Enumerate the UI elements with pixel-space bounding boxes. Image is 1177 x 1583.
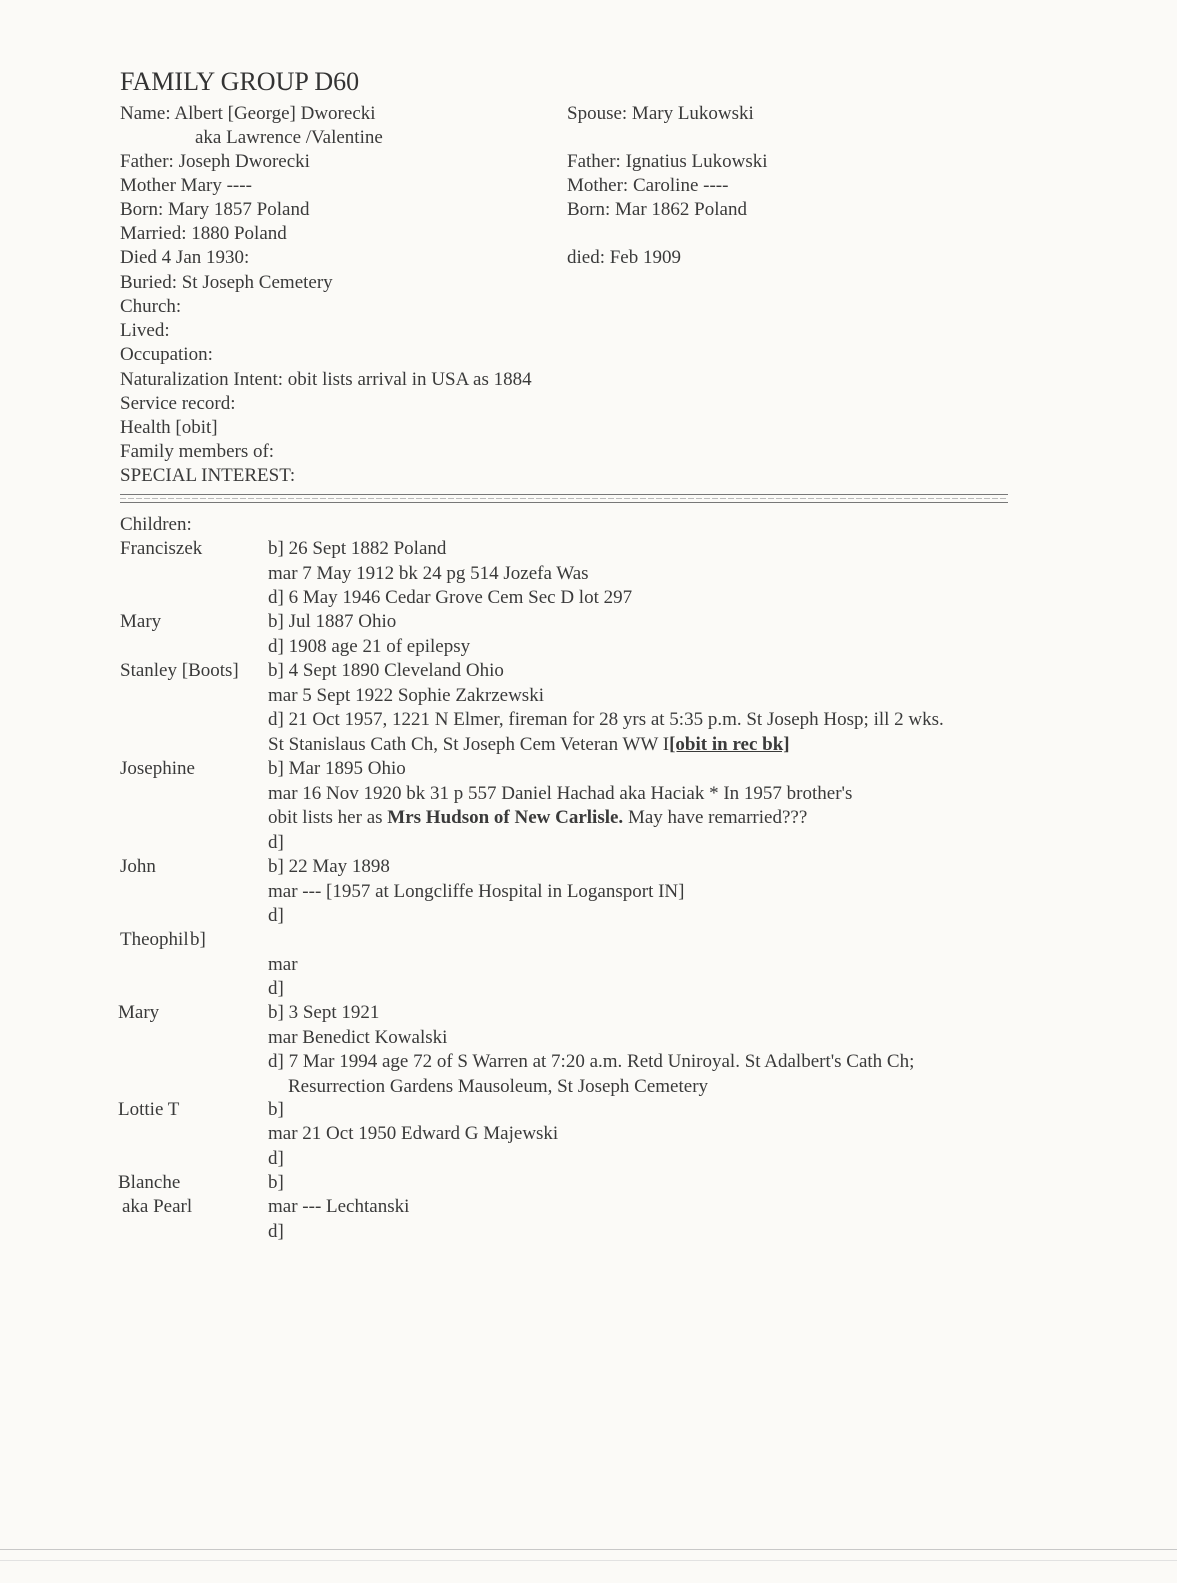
child-detail: d] 6 May 1946 Cedar Grove Cem Sec D lot 297 [268,587,633,608]
child-detail: mar 7 May 1912 bk 24 pg 514 Jozefa Was [268,563,589,584]
child-detail: b] Jul 1887 Ohio [268,611,397,632]
spouse-line: Spouse: Mary Lukowski [567,103,754,124]
child-detail: d] [268,978,284,999]
children-label: Children: [120,514,192,535]
special-interest-line: SPECIAL INTEREST: [120,465,296,486]
naturalization-line: Naturalization Intent: obit lists arrival in USA as 1884 [120,369,532,390]
occupation-line: Occupation: [120,344,213,365]
child-name: Theophil [120,929,189,950]
child-detail-line [268,806,807,830]
child-detail: mar 21 Oct 1950 Edward G Majewski [268,1123,559,1144]
married-name-highlight: Mrs Hudson of New Carlisle. [387,807,624,828]
child-name: Josephine [120,758,195,779]
child-detail: b] 22 May 1898 [268,856,390,877]
child-detail: b] 4 Sept 1890 Cleveland Ohio [268,660,504,681]
child-aka: aka Pearl [122,1196,193,1217]
child-detail: d] [268,1148,284,1169]
child-name: Blanche [118,1172,181,1193]
child-detail: b] Mar 1895 Ohio [268,758,406,779]
spouse-mother-line: Mother: Caroline ---- [567,175,729,196]
child-detail: b] 3 Sept 1921 [268,1002,380,1023]
child-name: Mary [118,1002,160,1023]
child-detail: mar Benedict Kowalski [268,1027,448,1048]
name-line: Name: Albert [George] Dworecki [120,103,376,124]
child-name: Lottie T [118,1099,180,1120]
child-detail: Resurrection Gardens Mausoleum, St Joseph Cemetery [288,1076,709,1097]
spouse-born-line: Born: Mar 1862 Poland [567,199,747,220]
child-detail: d] [268,905,284,926]
family-members-line: Family members of: [120,441,275,462]
married-line: Married: 1880 Poland [120,223,287,244]
child-detail: b] [268,1172,284,1193]
section-divider [120,494,1008,503]
child-name: Stanley [Boots] [120,660,239,681]
child-name: Franciszek [120,538,203,559]
child-detail-line [268,733,790,757]
page-edge-line [0,1560,1177,1561]
child-detail: May have remarried??? [623,807,808,828]
service-record-line: Service record: [120,393,236,414]
mother-line: Mother Mary ---- [120,175,252,196]
father-line: Father: Joseph Dworecki [120,151,310,172]
died-line: Died 4 Jan 1930: [120,247,250,268]
child-detail: mar --- [1957 at Longcliffe Hospital in Logansport IN] [268,881,685,902]
buried-line: Buried: St Joseph Cemetery [120,272,333,293]
child-detail: d] 1908 age 21 of epilepsy [268,636,471,657]
child-detail: mar [268,954,298,975]
health-line: Health [obit] [120,417,218,438]
child-detail: St Stanislaus Cath Ch, St Joseph Cem Veteran WW I [268,734,670,755]
child-detail: b] [268,1099,284,1120]
spouse-father-line: Father: Ignatius Lukowski [567,151,768,172]
child-detail: b] [190,929,206,950]
church-line: Church: [120,296,182,317]
obit-reference: [obit in rec bk] [669,734,790,755]
child-detail: mar 16 Nov 1920 bk 31 p 557 Daniel Hachad aka Haciak * In 1957 brother's [268,783,853,804]
child-detail: d] 21 Oct 1957, 1221 N Elmer, fireman for 28 yrs at 5:35 p.m. St Joseph Hosp; ill 2 wks. [268,709,944,730]
page-edge-line [0,1549,1177,1550]
lived-line: Lived: [120,320,170,341]
child-detail: obit lists her as [268,807,388,828]
page-title: FAMILY GROUP D60 [120,67,360,96]
child-detail: d] [268,832,284,853]
child-detail: mar --- Lechtanski [268,1196,410,1217]
child-name: Mary [120,611,162,632]
child-detail: d] [268,1221,284,1242]
child-detail: b] 26 Sept 1882 Poland [268,538,447,559]
child-detail: mar 5 Sept 1922 Sophie Zakrzewski [268,685,544,706]
child-name: John [120,856,156,877]
aka-line: aka Lawrence /Valentine [195,127,383,148]
child-detail: d] 7 Mar 1994 age 72 of S Warren at 7:20 a.m. Retd Uniroyal. St Adalbert's Cath Ch; [268,1051,915,1072]
spouse-died-line: died: Feb 1909 [567,247,681,268]
born-line: Born: Mary 1857 Poland [120,199,310,220]
